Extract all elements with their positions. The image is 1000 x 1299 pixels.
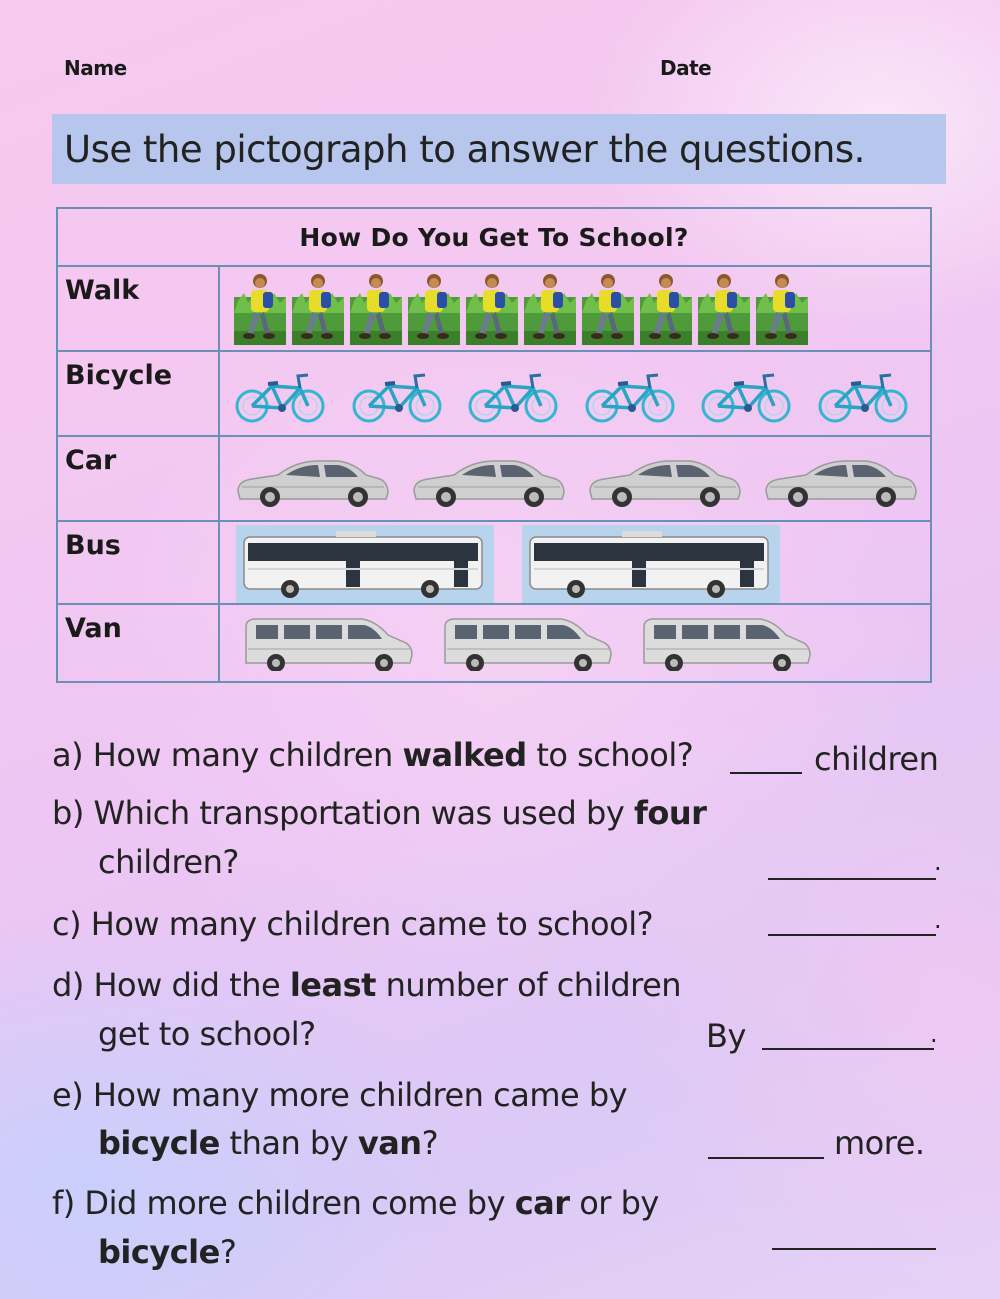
pictograph-title: How Do You Get To School? [58,209,930,267]
row-label-bus: Bus [58,522,220,603]
question-d-letter: d) [52,966,84,1004]
date-label: Date [660,56,712,80]
question-f-mid: or by [569,1184,659,1222]
answer-a-suffix: children [814,740,939,778]
question-a-letter: a) [52,736,84,774]
question-e-line2 [98,1124,438,1162]
question-e-mid: than by [219,1124,358,1162]
row-label-van: Van [58,605,220,681]
question-c [52,905,653,943]
name-label: Name [64,56,127,80]
question-f-letter: f) [52,1184,75,1222]
answer-b-suffix: . [934,848,942,876]
question-b-letter: b) [52,794,84,832]
answer-d-prefix: By [706,1017,746,1055]
question-d-text-pre: How did the [93,966,290,1004]
question-e-bold1: bicycle [98,1124,220,1162]
question-e-letter: e) [52,1076,84,1114]
question-d-line2: get to school? [98,1015,316,1053]
question-a-text-pre: How many children [92,736,403,774]
question-e [52,1076,627,1114]
question-f-bold1: car [514,1184,570,1222]
answer-d-blank[interactable] [762,1048,934,1050]
question-f-line2 [98,1233,236,1271]
row-label-walk: Walk [58,267,220,350]
question-f-post: ? [219,1233,237,1271]
answer-c-suffix: . [934,906,942,934]
question-e-bold2: van [357,1124,422,1162]
row-label-bicycle: Bicycle [58,352,220,435]
question-d [52,966,681,1004]
question-c-text: How many children came to school? [90,905,654,943]
question-a-bold: walked [402,736,527,774]
question-b-line2: children? [98,843,239,881]
question-b-text-pre: Which transportation was used by [93,794,634,832]
question-e-post: ? [421,1124,439,1162]
question-a-text-post: to school? [526,736,694,774]
answer-e-blank[interactable] [708,1157,824,1159]
question-e-line1: How many more children came by [92,1076,628,1114]
answer-d-suffix: . [930,1020,938,1048]
answer-a-blank[interactable] [730,772,802,774]
answer-b-blank[interactable] [768,878,936,880]
answer-e-suffix: more. [834,1124,925,1162]
question-a [52,736,693,774]
question-d-text-post: number of children [375,966,682,1004]
question-c-letter: c) [52,905,82,943]
instructions-text: Use the pictograph to answer the questions. [64,127,865,171]
answer-f-blank[interactable] [772,1248,936,1250]
question-f [52,1184,659,1222]
question-b [52,794,706,832]
question-f-text-pre: Did more children come by [84,1184,515,1222]
question-f-bold2: bicycle [98,1233,220,1271]
answer-c-blank[interactable] [768,934,936,936]
question-d-bold: least [289,966,376,1004]
question-b-bold: four [633,794,707,832]
row-label-car: Car [58,437,220,520]
